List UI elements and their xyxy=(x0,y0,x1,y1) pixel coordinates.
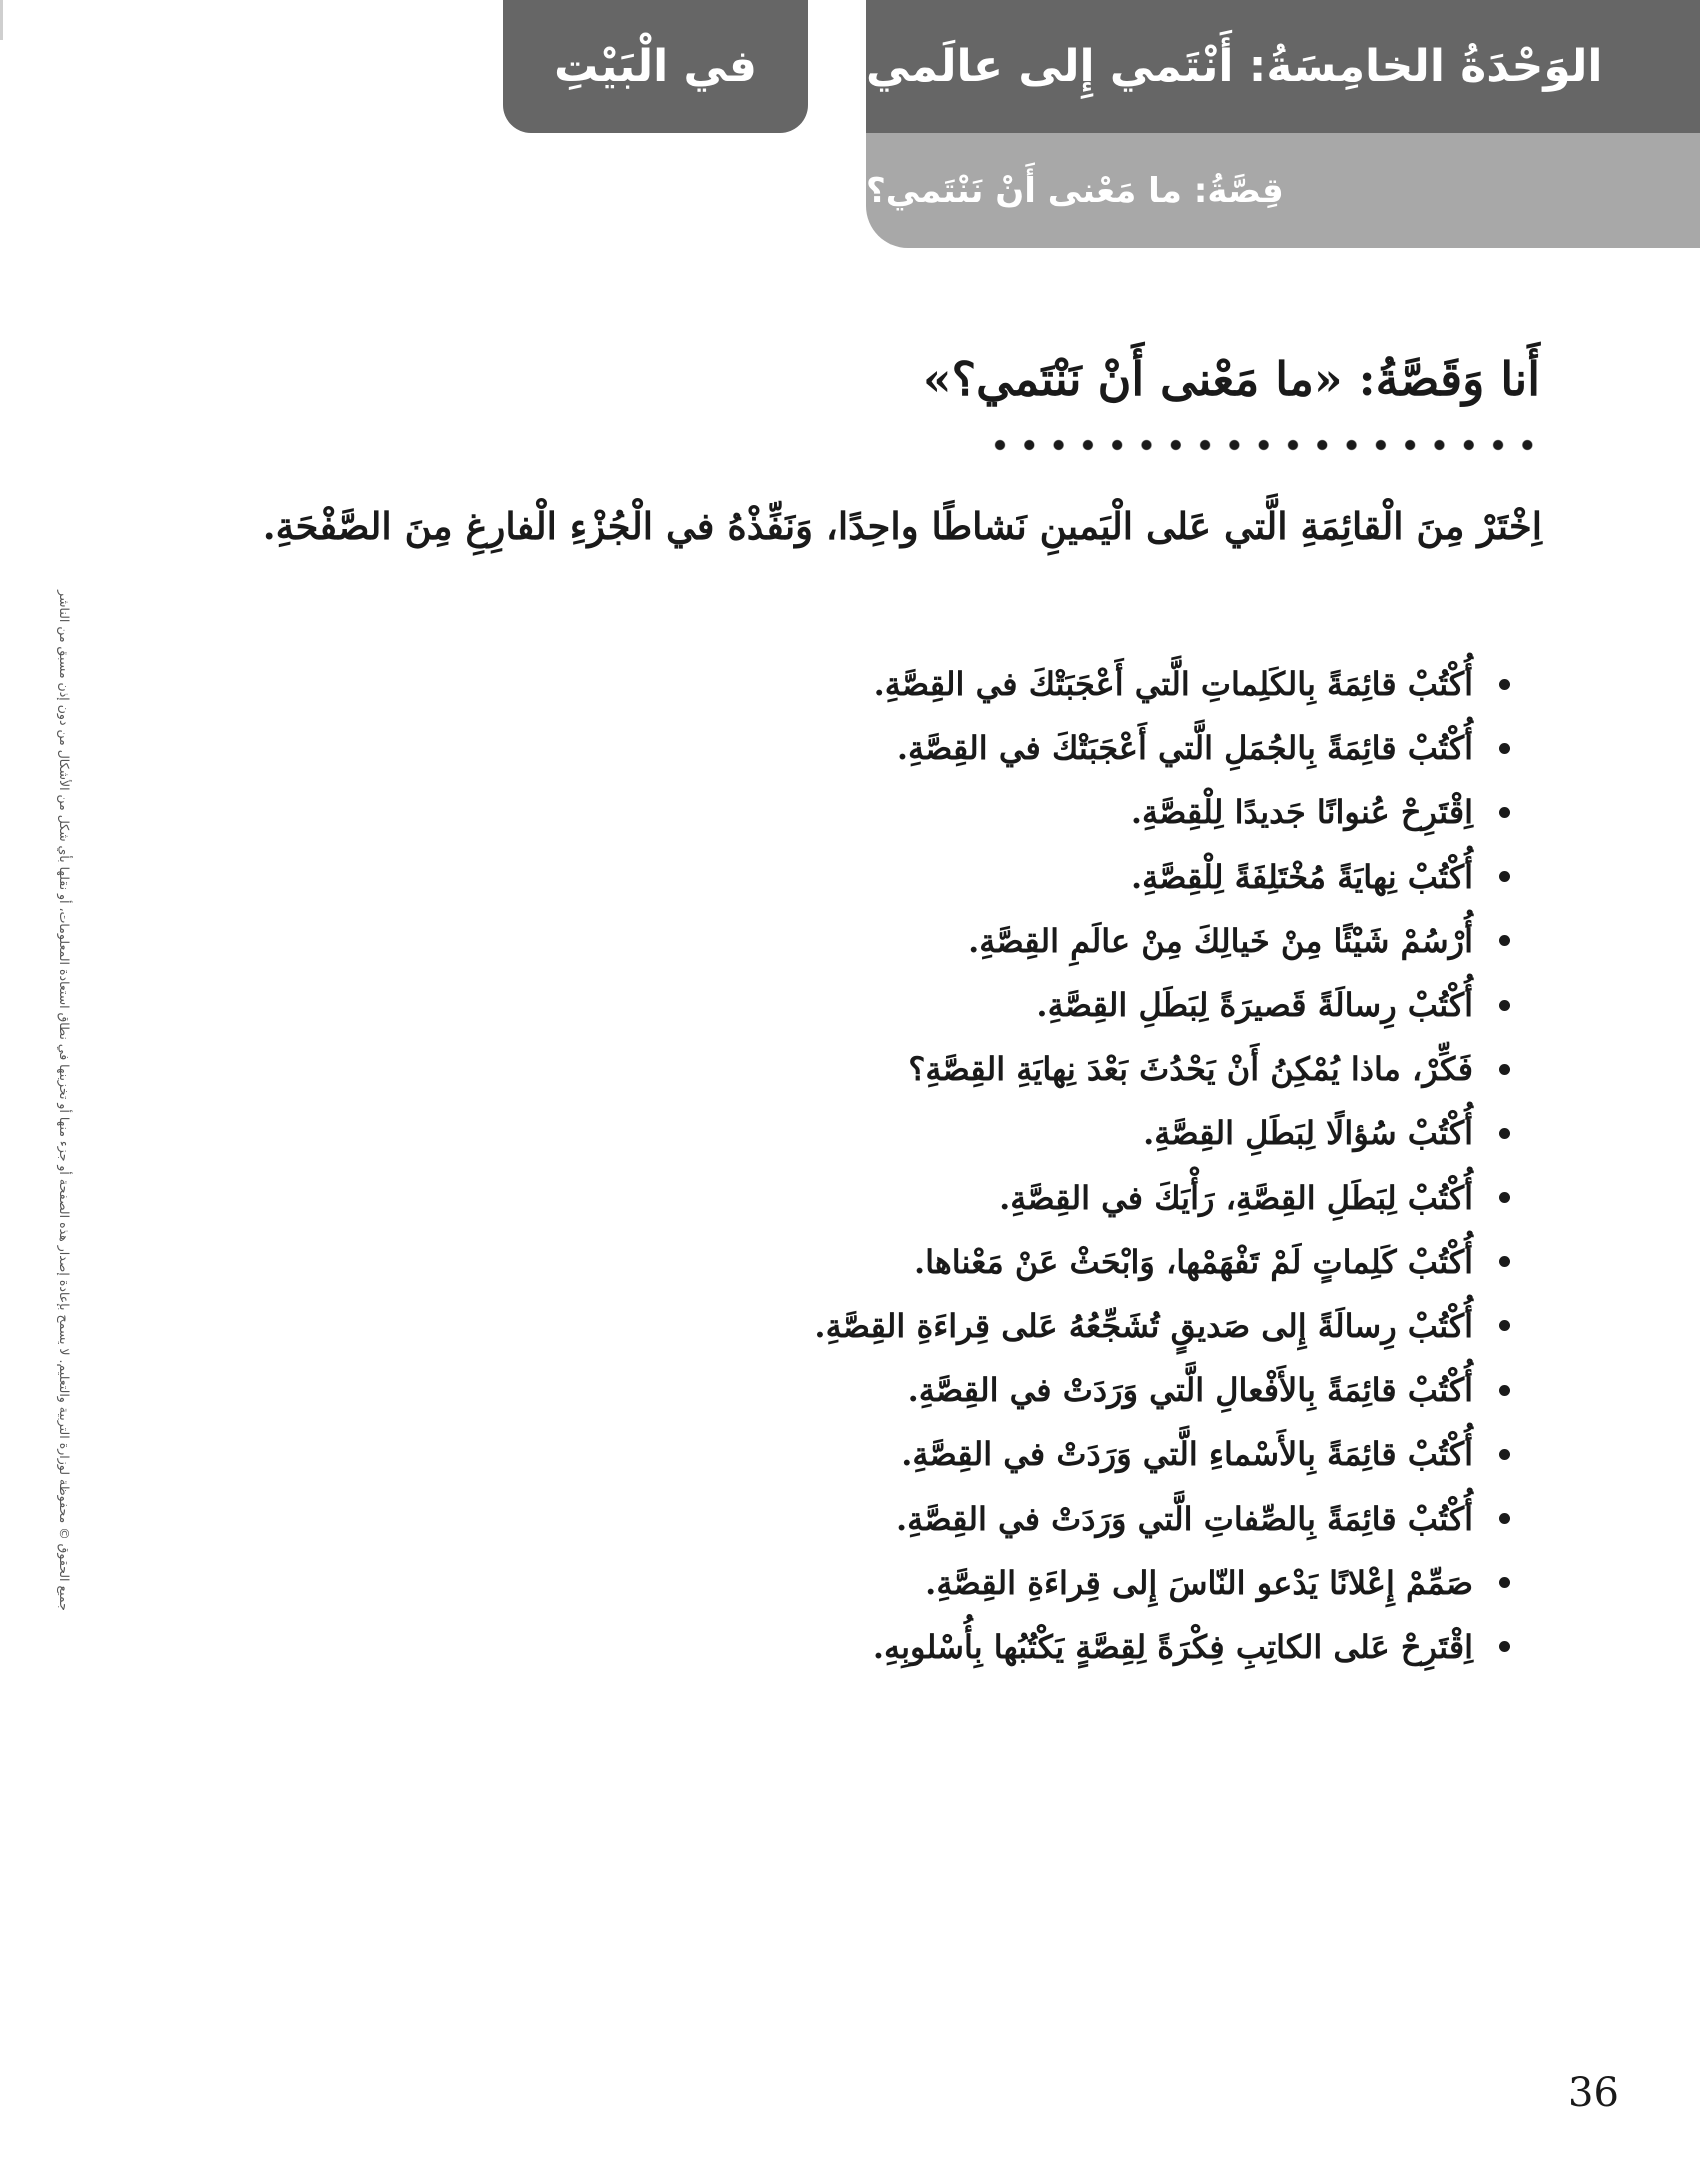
list-item xyxy=(814,1615,1510,1679)
list-item xyxy=(814,780,1510,844)
activity-text: فَكِّرْ، ماذا يُمْكِنُ أَنْ يَحْدُثَ بَعْدَ نِهايَةِ القِصَّةِ؟ xyxy=(908,1050,1473,1089)
bullet-icon xyxy=(1499,1513,1510,1524)
list-item xyxy=(814,1358,1510,1422)
section-title: أَنا وَقَصَّةُ: «ما مَعْنى أَنْ نَنْتَمي؟» xyxy=(922,352,1540,406)
page-number: 36 xyxy=(1568,2070,1619,2116)
activity-text: أُكْتُبْ لِبَطَلِ القِصَّةِ، رَأْيَكَ في القِصَّةِ. xyxy=(999,1178,1473,1217)
bullet-icon xyxy=(1499,1256,1510,1267)
list-item xyxy=(814,1037,1510,1101)
activity-text: أُكْتُبْ قائِمَةً بِالجُمَلِ الَّتي أَعْجَبَتْكَ في القِصَّةِ. xyxy=(896,729,1473,768)
list-item xyxy=(814,973,1510,1037)
page-edge-mark xyxy=(0,0,3,40)
bullet-icon xyxy=(1499,743,1510,754)
copyright-text: جميع الحقوق © محفوظة لوزارة التربية والتعليم. لا يسمح بإعادة إصدار هذه الصفحة أو جزء منها أو تخزينها في نطاق استعادة المعلومات، أو نقلها بأي شكل من الأشكال من دون إذن مسبق من الناشر xyxy=(56,589,72,1611)
bullet-icon xyxy=(1499,935,1510,946)
story-title: قِصَّةُ: ما مَعْنى أَنْ نَنْتَمي؟ xyxy=(866,170,1284,211)
copyright-side-note xyxy=(44,520,84,1680)
story-band xyxy=(866,133,1700,248)
bullet-icon xyxy=(1499,1000,1510,1011)
activity-text: أُكْتُبْ قائِمَةً بِالكَلِماتِ الَّتي أَعْجَبَتْكَ في القِصَّةِ. xyxy=(873,665,1473,704)
list-item xyxy=(814,1230,1510,1294)
bullet-icon xyxy=(1499,807,1510,818)
activity-text: أُكْتُبْ سُؤالًا لِبَطَلِ القِصَّةِ. xyxy=(1143,1114,1473,1153)
bullet-icon xyxy=(1499,1577,1510,1588)
bullet-icon xyxy=(1499,1064,1510,1075)
list-item xyxy=(814,1166,1510,1230)
activity-text: أُكْتُبْ نِهايَةً مُخْتَلِفَةً لِلْقِصَّةِ. xyxy=(1130,857,1473,896)
list-item xyxy=(814,1486,1510,1550)
list-item xyxy=(814,1101,1510,1165)
activity-text: أُكْتُبْ قائِمَةً بِالأَفْعالِ الَّتي وَرَدَتْ في القِصَّةِ. xyxy=(907,1371,1473,1410)
dotted-underline xyxy=(986,436,1542,454)
home-tab xyxy=(503,0,808,133)
bullet-icon xyxy=(1499,871,1510,882)
list-item xyxy=(814,716,1510,780)
activity-text: أُكْتُبْ قائِمَةً بِالأَسْماءِ الَّتي وَرَدَتْ في القِصَّةِ. xyxy=(901,1435,1473,1474)
unit-header xyxy=(866,0,1700,133)
list-item xyxy=(814,845,1510,909)
bullet-icon xyxy=(1499,1128,1510,1139)
activity-list xyxy=(814,652,1510,1679)
list-item xyxy=(814,1551,1510,1615)
bullet-icon xyxy=(1499,1192,1510,1203)
activity-text: أُكْتُبْ كَلِماتٍ لَمْ تَفْهَمْها، وَابْحَثْ عَنْ مَعْناها. xyxy=(914,1242,1473,1281)
list-item xyxy=(814,909,1510,973)
list-item xyxy=(814,1294,1510,1358)
activity-text: أُكْتُبْ رِسالَةً قَصيرَةً لِبَطَلِ القِصَّةِ. xyxy=(1036,986,1473,1025)
activity-text: اِقْتَرِحْ عُنوانًا جَديدًا لِلْقِصَّةِ. xyxy=(1130,793,1473,832)
activity-text: أُكْتُبْ رِسالَةً إِلى صَديقٍ تُشَجِّعُهُ عَلى قِراءَةِ القِصَّةِ. xyxy=(814,1306,1473,1345)
activity-text: اِقْتَرِحْ عَلى الكاتِبِ فِكْرَةً لِقِصَّةٍ يَكْتُبُها بِأُسْلوبِهِ. xyxy=(872,1627,1473,1666)
activity-text: أُرْسُمْ شَيْئًا مِنْ خَيالِكَ مِنْ عالَمِ القِصَّةِ. xyxy=(968,921,1473,960)
list-item xyxy=(814,1422,1510,1486)
bullet-icon xyxy=(1499,679,1510,690)
home-tab-label: في الْبَيْتِ xyxy=(554,41,757,92)
activity-text: أُكْتُبْ قائِمَةً بِالصِّفاتِ الَّتي وَرَدَتْ في القِصَّةِ. xyxy=(896,1499,1473,1538)
unit-title: الوَحْدَةُ الخامِسَةُ: أَنْتَمي إِلى عالَمي xyxy=(866,41,1603,92)
bullet-icon xyxy=(1499,1385,1510,1396)
bullet-icon xyxy=(1499,1320,1510,1331)
bullet-icon xyxy=(1499,1641,1510,1652)
list-item xyxy=(814,652,1510,716)
bullet-icon xyxy=(1499,1449,1510,1460)
activity-text: صَمِّمْ إِعْلانًا يَدْعو النّاسَ إِلى قِراءَةِ القِصَّةِ. xyxy=(925,1563,1473,1602)
activity-instruction: اِخْتَرْ مِنَ الْقائِمَةِ الَّتي عَلى الْيَمينِ نَشاطًا واحِدًا، وَنَفِّذْهُ في الْجُزْءِ الْفارِغِ مِنَ الصَّفْحَةِ. xyxy=(262,504,1542,548)
